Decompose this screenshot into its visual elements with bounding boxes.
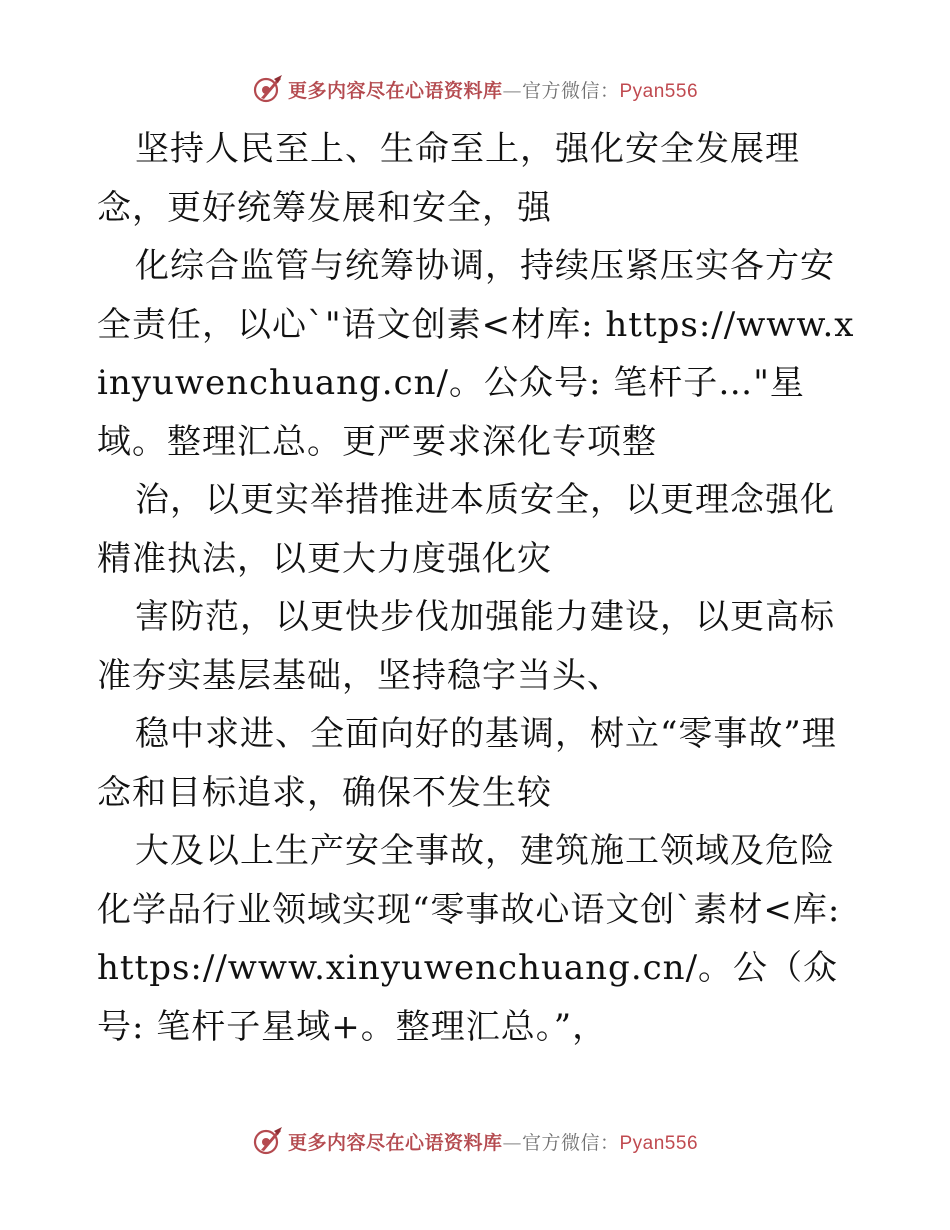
watermark-main: 更多内容尽在心语资料库 [287, 79, 503, 102]
watermark-dash: — [502, 79, 522, 102]
paragraph: 害防范，以更快步伐加强能力建设，以更高标准夯实基层基础，坚持稳字当头、 [97, 597, 835, 696]
paragraph: 大及以上生产安全事故，建筑施工领域及危险化学品行业领域实现“零事故心语文创`素材<库: https://www.xinyuwenchuang.cn/。公（众号: 笔杆子星域+。整理汇总。”， [97, 831, 841, 1047]
watermark-text [288, 1128, 698, 1155]
quill-pen-circle-icon [252, 73, 284, 105]
footer-watermark [0, 1124, 950, 1158]
paragraph: 化综合监管与统筹协调，持续压紧压实各方安全责任，以心`"语文创素<材库: https://www.xinyuwenchuang.cn/。公众号: 笔杆子…"星域。整理汇总。更严要求深化专项整 [97, 246, 855, 462]
watermark-handle: Pyan556 [619, 80, 699, 102]
watermark-text [288, 76, 698, 103]
paragraph: 稳中求进、全面向好的基调，树立“零事故”理念和目标追求，确保不发生较 [97, 714, 837, 813]
watermark-label: 官方微信： [521, 1131, 620, 1154]
quill-pen-circle-icon [252, 1125, 284, 1157]
paragraph: 坚持人民至上、生命至上，强化安全发展理念，更好统筹发展和安全，强 [97, 129, 800, 228]
watermark-handle: Pyan556 [619, 1132, 699, 1154]
document-body [97, 120, 857, 1056]
header-watermark [0, 72, 950, 106]
watermark-dash: — [502, 1131, 522, 1154]
watermark-label: 官方微信： [521, 79, 620, 102]
paragraph: 治，以更实举措推进本质安全，以更理念强化精准执法，以更大力度强化灾 [97, 480, 835, 579]
watermark-main: 更多内容尽在心语资料库 [287, 1131, 503, 1154]
